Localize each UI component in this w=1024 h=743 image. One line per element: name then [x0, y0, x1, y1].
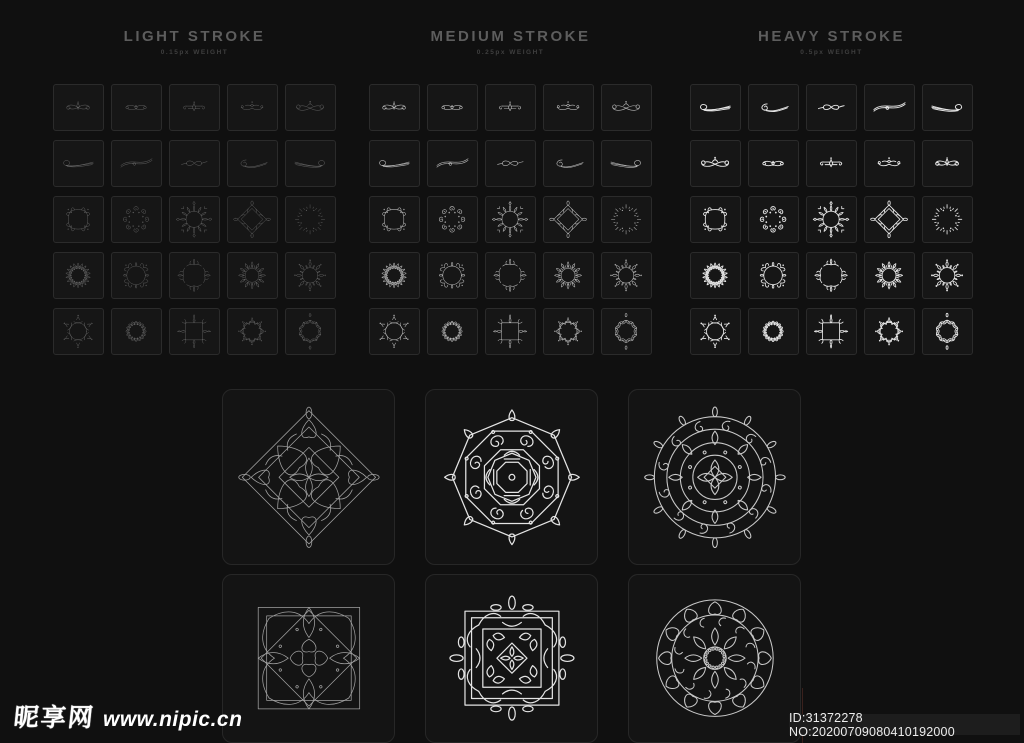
ornament-tile-frame-1: [690, 196, 741, 243]
showcase-tile-mandala-square: [222, 574, 395, 743]
ornament-tile-divider-3: [806, 140, 857, 187]
showcase-tile-mandala-frame: [425, 574, 598, 743]
frame-8-ornament: [810, 256, 852, 295]
ornament-tile-frame-4: [543, 196, 594, 243]
divider-1-ornament: [57, 88, 99, 127]
showcase-grid: [222, 389, 801, 743]
ornament-tile-frame-15: [285, 308, 336, 355]
frame-4-ornament: [231, 200, 273, 239]
divider-2-ornament: [752, 144, 794, 183]
ornament-tile-divider-1: [53, 84, 104, 131]
frame-3-ornament: [173, 200, 215, 239]
frame-9-ornament: [868, 256, 910, 295]
ornament-tile-frame-15: [601, 308, 652, 355]
ornament-tile-frame-1: [369, 196, 420, 243]
divider-5-ornament: [289, 88, 331, 127]
ornament-tile-frame-12: [427, 308, 478, 355]
frame-2-ornament: [752, 200, 794, 239]
frame-15-ornament: [926, 312, 968, 351]
ornament-tile-divider-2: [111, 84, 162, 131]
frame-3-ornament: [489, 200, 531, 239]
swash-2-ornament: [868, 88, 910, 127]
ornament-tile-frame-3: [806, 196, 857, 243]
swash-3-ornament: [810, 88, 852, 127]
frame-12-ornament: [115, 312, 157, 351]
divider-5-ornament: [694, 144, 736, 183]
ornament-tile-frame-11: [369, 308, 420, 355]
ornament-tile-frame-14: [543, 308, 594, 355]
frame-13-ornament: [810, 312, 852, 351]
ornament-tile-frame-7: [748, 252, 799, 299]
frame-6-ornament: [57, 256, 99, 295]
swash-1-ornament: [373, 144, 415, 183]
ornament-tile-frame-1: [53, 196, 104, 243]
ornament-tile-frame-6: [369, 252, 420, 299]
column-title: MEDIUM STROKE: [430, 28, 591, 45]
frame-11-ornament: [57, 312, 99, 351]
ornament-tile-frame-10: [922, 252, 973, 299]
ornament-tile-divider-1: [369, 84, 420, 131]
ornament-tile-swash-3: [169, 140, 220, 187]
column-title: LIGHT STROKE: [123, 28, 266, 45]
mandala-diamond-ornament: [232, 399, 386, 556]
showcase-tile-mandala-round: [628, 574, 801, 743]
ornament-tile-frame-14: [227, 308, 278, 355]
ornament-tile-frame-4: [227, 196, 278, 243]
ornament-tile-swash-5: [922, 84, 973, 131]
swash-4-ornament: [752, 88, 794, 127]
divider-3-ornament: [810, 144, 852, 183]
ornament-tile-divider-5: [285, 84, 336, 131]
frame-13-ornament: [173, 312, 215, 351]
column-header-light: [53, 28, 336, 56]
ornament-tile-frame-8: [485, 252, 536, 299]
ornament-tile-swash-2: [427, 140, 478, 187]
nipic-site-url: www.nipic.cn: [103, 708, 243, 731]
ornament-tile-frame-12: [748, 308, 799, 355]
nipic-logo: 昵享网: [12, 704, 97, 732]
ornament-tile-frame-5: [285, 196, 336, 243]
ornament-tile-divider-1: [922, 140, 973, 187]
swash-1-ornament: [694, 88, 736, 127]
swash-4-ornament: [231, 144, 273, 183]
frame-13-ornament: [489, 312, 531, 351]
ornament-tile-frame-2: [111, 196, 162, 243]
frame-10-ornament: [926, 256, 968, 295]
ornament-tile-swash-2: [864, 84, 915, 131]
divider-2-ornament: [115, 88, 157, 127]
ornament-tile-divider-3: [485, 84, 536, 131]
ornament-tile-swash-4: [748, 84, 799, 131]
ornament-tile-swash-4: [227, 140, 278, 187]
ornament-tile-frame-9: [543, 252, 594, 299]
ornament-tile-swash-4: [543, 140, 594, 187]
ornament-tile-frame-3: [485, 196, 536, 243]
frame-1-ornament: [373, 200, 415, 239]
frame-14-ornament: [547, 312, 589, 351]
mandala-octagon-ornament: [435, 399, 589, 556]
ornament-tile-frame-9: [864, 252, 915, 299]
divider-5-ornament: [605, 88, 647, 127]
frame-4-ornament: [547, 200, 589, 239]
ornament-tile-swash-1: [369, 140, 420, 187]
frame-2-ornament: [115, 200, 157, 239]
frame-10-ornament: [605, 256, 647, 295]
ornament-tile-frame-4: [864, 196, 915, 243]
divider-4-ornament: [547, 88, 589, 127]
frame-8-ornament: [489, 256, 531, 295]
swash-3-ornament: [173, 144, 215, 183]
divider-2-ornament: [431, 88, 473, 127]
ornament-tile-swash-5: [285, 140, 336, 187]
column-title: HEAVY STROKE: [758, 28, 905, 45]
frame-5-ornament: [289, 200, 331, 239]
frame-6-ornament: [373, 256, 415, 295]
frame-2-ornament: [431, 200, 473, 239]
frame-4-ornament: [868, 200, 910, 239]
ornament-tile-divider-2: [748, 140, 799, 187]
ornament-tile-frame-8: [806, 252, 857, 299]
mandala-frame-ornament: [435, 583, 589, 733]
frame-7-ornament: [115, 256, 157, 295]
watermark: [14, 698, 242, 734]
ornament-tile-swash-1: [690, 84, 741, 131]
ornament-tile-frame-7: [427, 252, 478, 299]
column-subtitle: 0.25px WEIGHT: [476, 49, 545, 56]
frame-7-ornament: [431, 256, 473, 295]
swash-4-ornament: [547, 144, 589, 183]
ornament-tile-frame-6: [53, 252, 104, 299]
swash-5-ornament: [289, 144, 331, 183]
frame-12-ornament: [431, 312, 473, 351]
ornament-tile-frame-2: [748, 196, 799, 243]
ornament-tile-frame-9: [227, 252, 278, 299]
ornament-tile-divider-4: [227, 84, 278, 131]
swash-3-ornament: [489, 144, 531, 183]
frame-11-ornament: [373, 312, 415, 351]
ornament-tile-frame-13: [169, 308, 220, 355]
column-subtitle: 0.15px WEIGHT: [160, 49, 229, 56]
showcase-tile-mandala-rings: [628, 389, 801, 565]
swash-2-ornament: [115, 144, 157, 183]
ornament-tile-divider-5: [601, 84, 652, 131]
ornament-tile-frame-5: [601, 196, 652, 243]
swash-5-ornament: [605, 144, 647, 183]
ornament-tile-swash-2: [111, 140, 162, 187]
frame-1-ornament: [57, 200, 99, 239]
ornament-tile-frame-3: [169, 196, 220, 243]
mandala-round-ornament: [638, 583, 792, 733]
mandala-rings-ornament: [638, 399, 792, 556]
ornament-tile-frame-12: [111, 308, 162, 355]
divider-3-ornament: [489, 88, 531, 127]
swash-5-ornament: [926, 88, 968, 127]
frame-5-ornament: [605, 200, 647, 239]
ornament-tile-frame-5: [922, 196, 973, 243]
ornament-tile-divider-3: [169, 84, 220, 131]
divider-1-ornament: [926, 144, 968, 183]
frame-8-ornament: [173, 256, 215, 295]
ornament-tile-frame-13: [806, 308, 857, 355]
frame-14-ornament: [231, 312, 273, 351]
ornament-tile-frame-15: [922, 308, 973, 355]
ornament-tile-divider-4: [543, 84, 594, 131]
column-header-medium: [369, 28, 652, 56]
frame-15-ornament: [289, 312, 331, 351]
ornament-tile-swash-5: [601, 140, 652, 187]
column-header-heavy: [690, 28, 973, 56]
stock-id-label: ID:31372278 NO:20200709080410192000: [789, 714, 1020, 735]
frame-5-ornament: [926, 200, 968, 239]
showcase-tile-mandala-diamond: [222, 389, 395, 565]
ornament-tile-frame-10: [601, 252, 652, 299]
ornament-tile-frame-11: [690, 308, 741, 355]
mandala-square-ornament: [232, 583, 386, 733]
divider-1-ornament: [373, 88, 415, 127]
showcase-tile-mandala-octagon: [425, 389, 598, 565]
ornament-tile-frame-14: [864, 308, 915, 355]
column-subtitle: 0.5px WEIGHT: [800, 49, 863, 56]
ornament-tile-divider-4: [864, 140, 915, 187]
divider-4-ornament: [868, 144, 910, 183]
ornament-tile-swash-3: [806, 84, 857, 131]
ornament-tile-frame-10: [285, 252, 336, 299]
divider-4-ornament: [231, 88, 273, 127]
frame-14-ornament: [868, 312, 910, 351]
ornament-tile-divider-5: [690, 140, 741, 187]
frame-3-ornament: [810, 200, 852, 239]
frame-11-ornament: [694, 312, 736, 351]
swash-1-ornament: [57, 144, 99, 183]
swash-2-ornament: [431, 144, 473, 183]
ornament-tile-frame-11: [53, 308, 104, 355]
frame-7-ornament: [752, 256, 794, 295]
divider-3-ornament: [173, 88, 215, 127]
light-stroke-grid: [53, 84, 336, 355]
ornament-tile-frame-8: [169, 252, 220, 299]
frame-15-ornament: [605, 312, 647, 351]
ornament-tile-frame-6: [690, 252, 741, 299]
ornament-tile-divider-2: [427, 84, 478, 131]
frame-1-ornament: [694, 200, 736, 239]
ornament-tile-swash-1: [53, 140, 104, 187]
frame-9-ornament: [547, 256, 589, 295]
heavy-stroke-grid: [690, 84, 973, 355]
medium-stroke-grid: [369, 84, 652, 355]
frame-9-ornament: [231, 256, 273, 295]
ornament-tile-frame-13: [485, 308, 536, 355]
ornament-tile-swash-3: [485, 140, 536, 187]
ornament-tile-frame-7: [111, 252, 162, 299]
ornament-tile-frame-2: [427, 196, 478, 243]
frame-6-ornament: [694, 256, 736, 295]
frame-12-ornament: [752, 312, 794, 351]
frame-10-ornament: [289, 256, 331, 295]
